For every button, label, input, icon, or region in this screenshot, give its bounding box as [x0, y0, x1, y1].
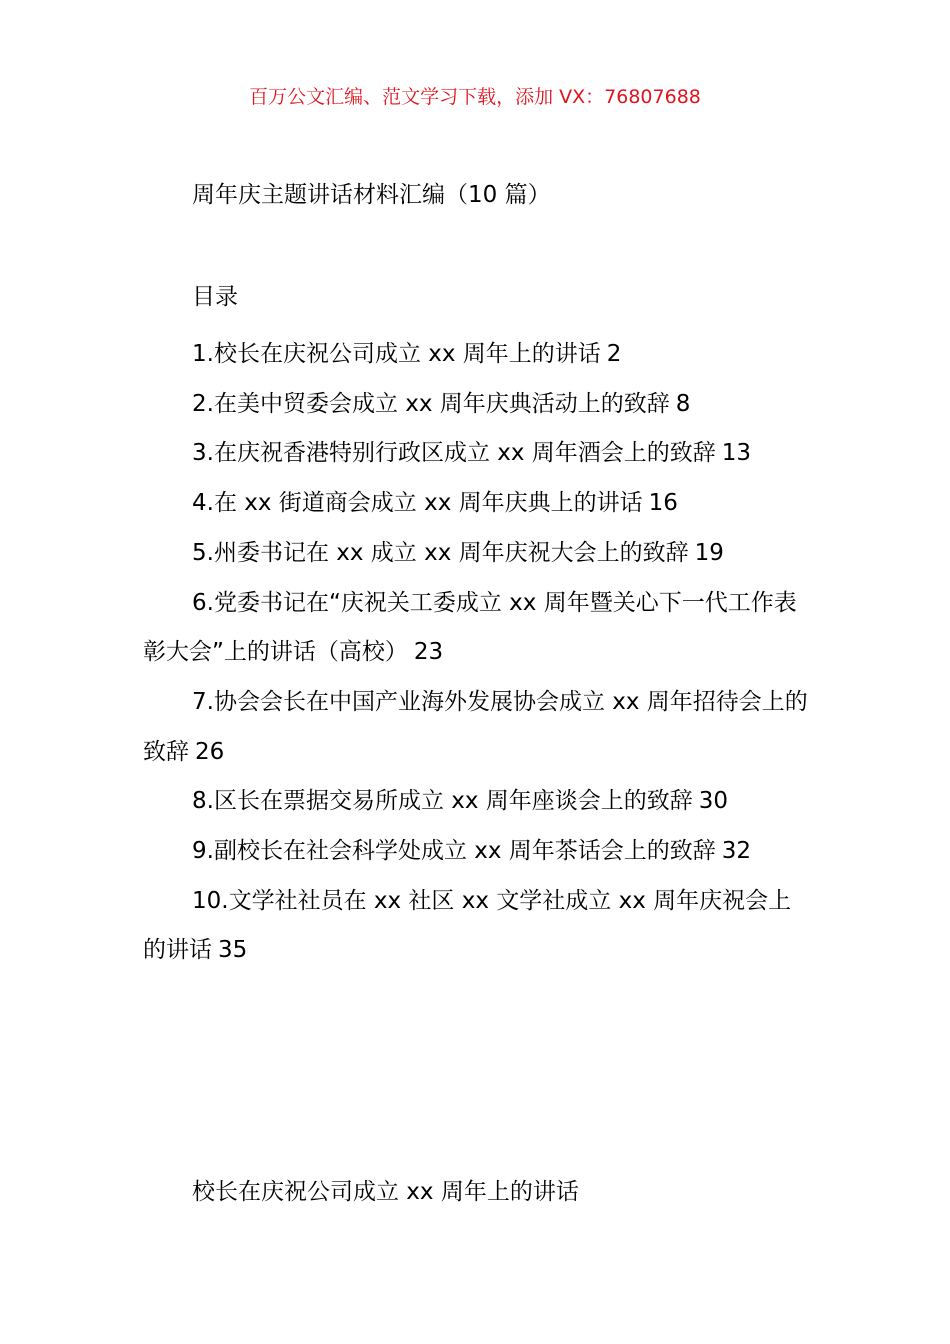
section-title: 校长在庆祝公司成立 xx 周年上的讲话: [192, 1179, 579, 1205]
toc-item-8[interactable]: [143, 777, 808, 827]
toc-item-page: 26: [195, 738, 225, 765]
toc-item-6[interactable]: [143, 579, 808, 678]
toc-item-page: 35: [218, 937, 248, 964]
toc-item-label: 4.在 xx 街道商会成立 xx 周年庆典上的讲话: [192, 490, 643, 517]
toc-item-page: 23: [413, 639, 444, 666]
toc-item-page: 19: [694, 539, 724, 566]
toc-item-page: 30: [698, 788, 729, 815]
toc-item-label: 9.副校长在社会科学处成立 xx 周年茶话会上的致辞: [192, 838, 716, 865]
toc-item-label: 5.州委书记在 xx 成立 xx 周年庆祝大会上的致辞: [192, 539, 689, 566]
toc-item-3[interactable]: [143, 429, 808, 479]
toc-item-label: 3.在庆祝香港特别行政区成立 xx 周年酒会上的致辞: [192, 440, 716, 467]
toc-item-9[interactable]: [143, 827, 808, 877]
toc-item-1[interactable]: [143, 330, 808, 380]
toc-item-page: 2: [606, 341, 622, 367]
toc-item-label: 8.区长在票据交易所成立 xx 周年座谈会上的致辞: [192, 788, 693, 815]
toc-item-page: 16: [648, 490, 678, 517]
toc-item-4[interactable]: [143, 479, 808, 529]
table-of-contents: [143, 330, 808, 976]
toc-item-label: 10.文学社社员在 xx 社区 xx 文学社成立 xx 周年庆祝会上的讲话: [143, 887, 792, 964]
document-title: 周年庆主题讲话材料汇编（10 篇）: [192, 182, 551, 208]
toc-item-label: 6.党委书记在“庆祝关工委成立 xx 周年暨关心下一代工作表彰大会”上的讲话（高校）: [143, 589, 797, 666]
toc-item-page: 13: [721, 440, 752, 467]
toc-item-label: 2.在美中贸委会成立 xx 周年庆典活动上的致辞: [192, 390, 670, 417]
toc-item-10[interactable]: [143, 877, 808, 976]
toc-item-page: 32: [721, 838, 752, 865]
toc-item-5[interactable]: [143, 529, 808, 579]
toc-item-7[interactable]: [143, 678, 808, 777]
promo-banner: 百万公文汇编、范文学习下载，添加 VX：76807688: [249, 86, 701, 108]
toc-item-label: 7.协会会长在中国产业海外发展协会成立 xx 周年招待会上的致辞: [143, 688, 808, 765]
toc-heading: 目录: [192, 284, 238, 310]
toc-item-2[interactable]: [143, 380, 808, 430]
toc-item-label: 1.校长在庆祝公司成立 xx 周年上的讲话: [192, 341, 601, 367]
toc-item-page: 8: [675, 390, 691, 417]
